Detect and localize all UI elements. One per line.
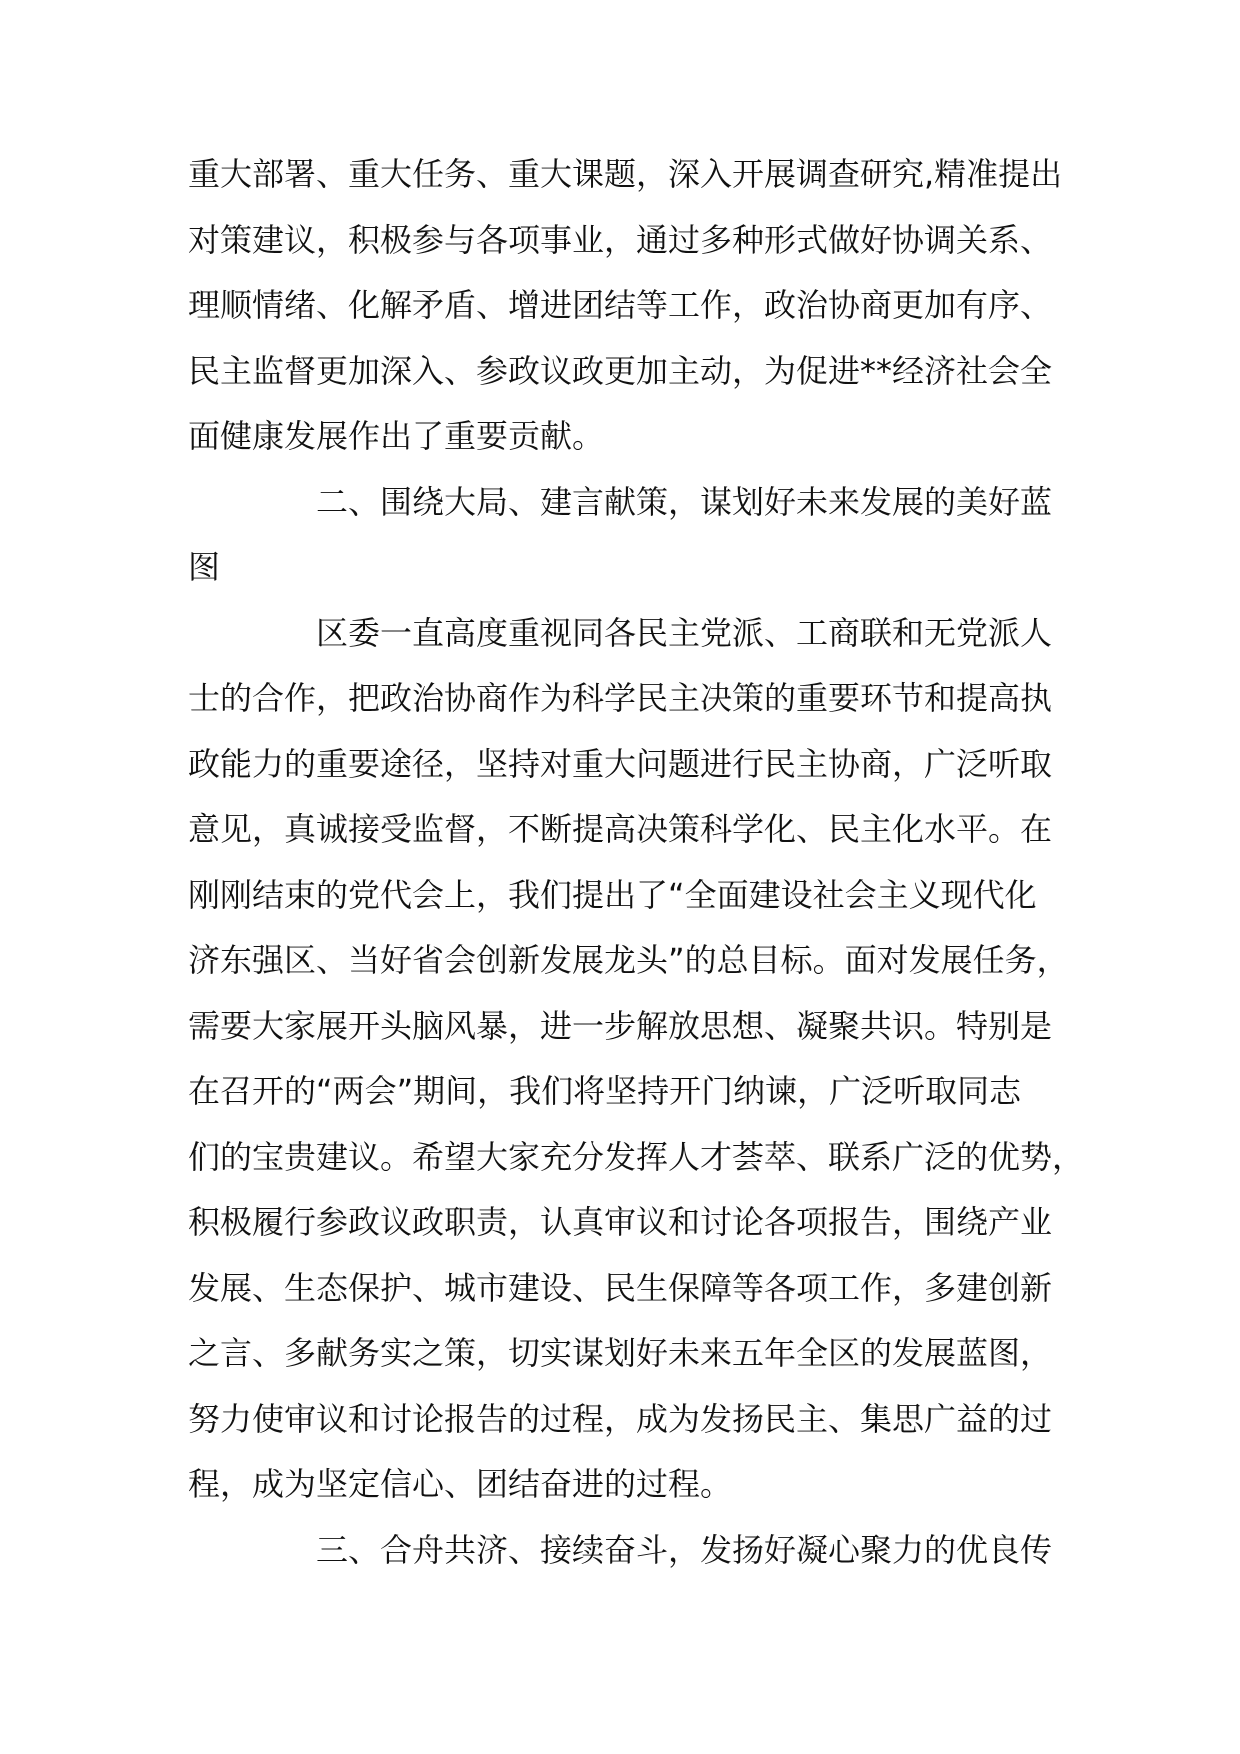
text-line: 之言、多献务实之策，切实谋划好未来五年全区的发展蓝图， xyxy=(188,1334,1053,1372)
text-line: 需要大家展开头脑风暴，进一步解放思想、凝聚共识。特别是 xyxy=(188,1006,1053,1045)
text-line: 理顺情绪、化解矛盾、增进团结等工作，政治协商更加有序、 xyxy=(188,286,1053,324)
section-heading-2-cont: 图 xyxy=(188,548,221,586)
section-heading-2: 二、围绕大局、建言献策，谋划好未来发展的美好蓝 xyxy=(316,482,1053,521)
section-heading-3: 三、合舟共济、接续奋斗，发扬好凝心聚力的优良传 xyxy=(316,1530,1053,1569)
text-line: 努力使审议和讨论报告的过程，成为发扬民主、集思广益的过 xyxy=(188,1399,1053,1438)
text-line: 意见，真诚接受监督，不断提高决策科学化、民主化水平。在 xyxy=(188,810,1053,848)
document-body xyxy=(188,142,1085,1583)
text-line: 发展、生态保护、城市建设、民生保障等各项工作，多建创新 xyxy=(188,1268,1053,1307)
text-line: 在召开的“两会”期间，我们将坚持开门纳谏，广泛听取同志 xyxy=(188,1072,1022,1110)
text-line: 政能力的重要途径，坚持对重大问题进行民主协商，广泛听取 xyxy=(188,744,1053,783)
text-line: 积极履行参政议政职责，认真审议和讨论各项报告，围绕产业 xyxy=(188,1203,1053,1241)
text-line: 济东强区、当好省会创新发展龙头”的总目标。面对发展任务， xyxy=(188,941,1069,979)
text-line: 们的宝贵建议。希望大家充分发挥人才荟萃、联系广泛的优势， xyxy=(188,1137,1085,1176)
text-line: 士的合作，把政治协商作为科学民主决策的重要环节和提高执 xyxy=(188,679,1053,717)
text-line: 刚刚结束的党代会上，我们提出了“全面建设社会主义现代化 xyxy=(188,875,1037,914)
text-line: 程，成为坚定信心、团结奋进的过程。 xyxy=(188,1465,733,1503)
text-line: 面健康发展作出了重要贡献。 xyxy=(188,417,605,455)
text-line: 区委一直高度重视同各民主党派、工商联和无党派人 xyxy=(316,613,1053,652)
text-line: 对策建议，积极参与各项事业，通过多种形式做好协调关系、 xyxy=(188,220,1053,259)
text-line: 重大部署、重大任务、重大课题，深入开展调查研究,精准提出 xyxy=(188,155,1063,193)
text-line: 民主监督更加深入、参政议政更加主动，为促进**经济社会全 xyxy=(188,351,1053,390)
